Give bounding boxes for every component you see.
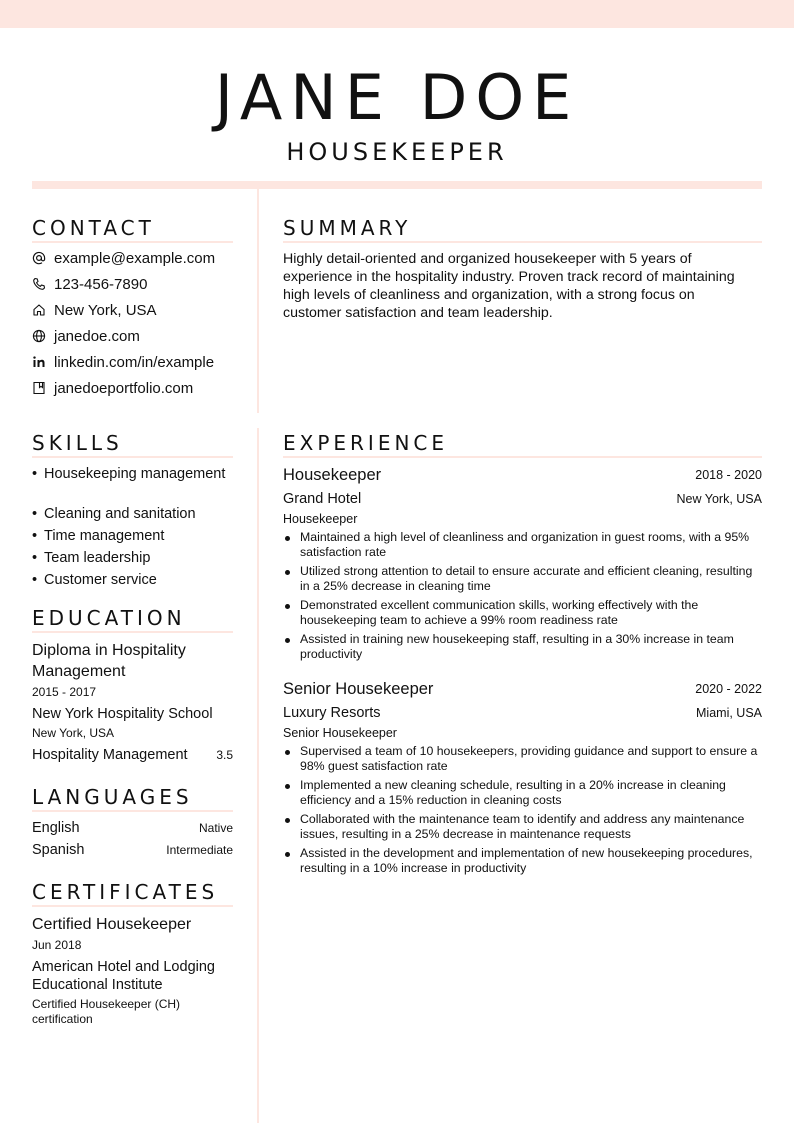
job-title: Senior Housekeeper xyxy=(283,680,434,698)
bullet-icon xyxy=(285,536,290,541)
education-degree: Diploma in Hospitality Management xyxy=(32,642,186,680)
job-company: Luxury Resorts xyxy=(283,705,381,721)
job-bullet: Assisted in the development and implementation of new housekeeping procedures, resulting in a 10% increase in productivity xyxy=(283,846,762,876)
contact-website[interactable] xyxy=(32,326,140,346)
language-name: English xyxy=(32,820,80,836)
bullet-icon: • xyxy=(32,506,38,522)
globe-icon xyxy=(32,329,46,343)
job-role: Housekeeper xyxy=(283,512,358,526)
job-dates: 2018 - 2020 xyxy=(695,468,762,482)
job-bullet: Maintained a high level of cleanliness and organization in guest rooms, with a 95% satisfaction rate xyxy=(283,530,762,560)
skill-item: • Housekeeping management xyxy=(32,466,226,482)
language-level: Intermediate xyxy=(166,843,233,857)
skill-item: • Cleaning and sanitation xyxy=(32,506,196,522)
contact-heading: CONTACT xyxy=(32,216,233,243)
job-company: Grand Hotel xyxy=(283,491,362,507)
bullet-icon xyxy=(285,750,290,755)
candidate-title: HOUSEKEEPER xyxy=(286,138,508,166)
job-bullet: Supervised a team of 10 housekeepers, providing guidance and support to ensure a 98% guest satisfaction rate xyxy=(283,744,762,774)
bullet-icon xyxy=(285,852,290,857)
education-gpa: 3.5 xyxy=(216,748,233,762)
at-icon xyxy=(32,251,46,265)
skill-item: • Time management xyxy=(32,528,165,544)
certificate-description: Certified Housekeeper (CH) certification xyxy=(32,997,181,1026)
education-dates: 2015 - 2017 xyxy=(32,685,97,699)
contact-website-text: janedoe.com xyxy=(54,327,140,345)
certificate-issuer: American Hotel and Lodging Educational Institute xyxy=(32,959,215,993)
contact-phone[interactable] xyxy=(32,274,147,294)
contact-phone-text: 123-456-7890 xyxy=(54,275,148,293)
experience-heading: EXPERIENCE xyxy=(283,431,762,458)
job-bullet: Collaborated with the maintenance team to identify and address any maintenance issues, resulting in a 25% decrease in maintenance requests xyxy=(283,812,762,842)
skill-item: • Customer service xyxy=(32,572,157,588)
certificate-name: Certified Housekeeper xyxy=(32,916,192,933)
contact-portfolio[interactable] xyxy=(32,378,193,398)
contact-linkedin[interactable] xyxy=(32,352,214,372)
bullet-icon xyxy=(285,638,290,643)
bullet-icon: • xyxy=(32,572,38,588)
language-level: Native xyxy=(198,821,233,835)
languages-heading: LANGUAGES xyxy=(32,785,233,812)
candidate-name: JANE DOE xyxy=(214,61,580,134)
contact-email-text: example@example.com xyxy=(54,249,216,267)
language-name: Spanish xyxy=(32,842,85,858)
header-divider xyxy=(32,181,762,189)
education-field: Hospitality Management xyxy=(32,747,188,763)
contact-portfolio-text: janedoeportfolio.com xyxy=(54,379,194,397)
certificates-heading: CERTIFICATES xyxy=(32,880,233,907)
phone-icon xyxy=(32,277,46,291)
education-heading: EDUCATION xyxy=(32,606,233,633)
home-icon xyxy=(32,303,46,317)
column-divider-top xyxy=(257,189,259,413)
contact-linkedin-text: linkedin.com/in/example xyxy=(54,353,215,371)
bullet-icon xyxy=(285,570,290,575)
skills-heading: SKILLS xyxy=(32,431,233,458)
job-bullet: Assisted in training new housekeeping staff, resulting in a 30% increase in team productivity xyxy=(283,632,762,662)
education-location: New York, USA xyxy=(32,726,115,740)
job-bullet: Utilized strong attention to detail to ensure accurate and efficient cleaning, resulting in a 25% decrease in cleaning time xyxy=(283,564,762,594)
job-role: Senior Housekeeper xyxy=(283,726,397,740)
job-location: Miami, USA xyxy=(696,706,762,720)
bullet-icon xyxy=(285,604,290,609)
certificate-date: Jun 2018 xyxy=(32,938,82,952)
job-location: New York, USA xyxy=(676,492,762,506)
job-dates: 2020 - 2022 xyxy=(695,682,762,696)
column-divider-bottom xyxy=(257,428,259,1123)
top-accent-bar xyxy=(0,0,794,28)
bullet-icon xyxy=(285,818,290,823)
summary-text: Highly detail-oriented and organized housekeeper with 5 years of experience in the hospitality industry. Proven track record of maintaining high levels of cleanliness and organization, with a strong focus on customer satisfaction and team leadership. xyxy=(283,251,735,321)
bullet-icon: • xyxy=(32,528,38,544)
linkedin-icon xyxy=(32,355,46,369)
bullet-icon xyxy=(285,784,290,789)
education-school: New York Hospitality School xyxy=(32,706,213,722)
contact-location xyxy=(32,300,157,320)
skill-item: • Team leadership xyxy=(32,550,151,566)
contact-location-text: New York, USA xyxy=(54,301,157,319)
job-bullet: Implemented a new cleaning schedule, resulting in a 20% increase in cleaning efficiency and a 15% reduction in cleaning costs xyxy=(283,778,762,808)
contact-email[interactable] xyxy=(32,248,215,268)
portfolio-icon xyxy=(32,381,46,395)
summary-heading: SUMMARY xyxy=(283,216,762,243)
bullet-icon: • xyxy=(32,550,38,566)
bullet-icon: • xyxy=(32,466,38,482)
job-bullet: Demonstrated excellent communication skills, working effectively with the housekeeping team to achieve a 99% room readiness rate xyxy=(283,598,762,628)
job-title: Housekeeper xyxy=(283,466,382,484)
